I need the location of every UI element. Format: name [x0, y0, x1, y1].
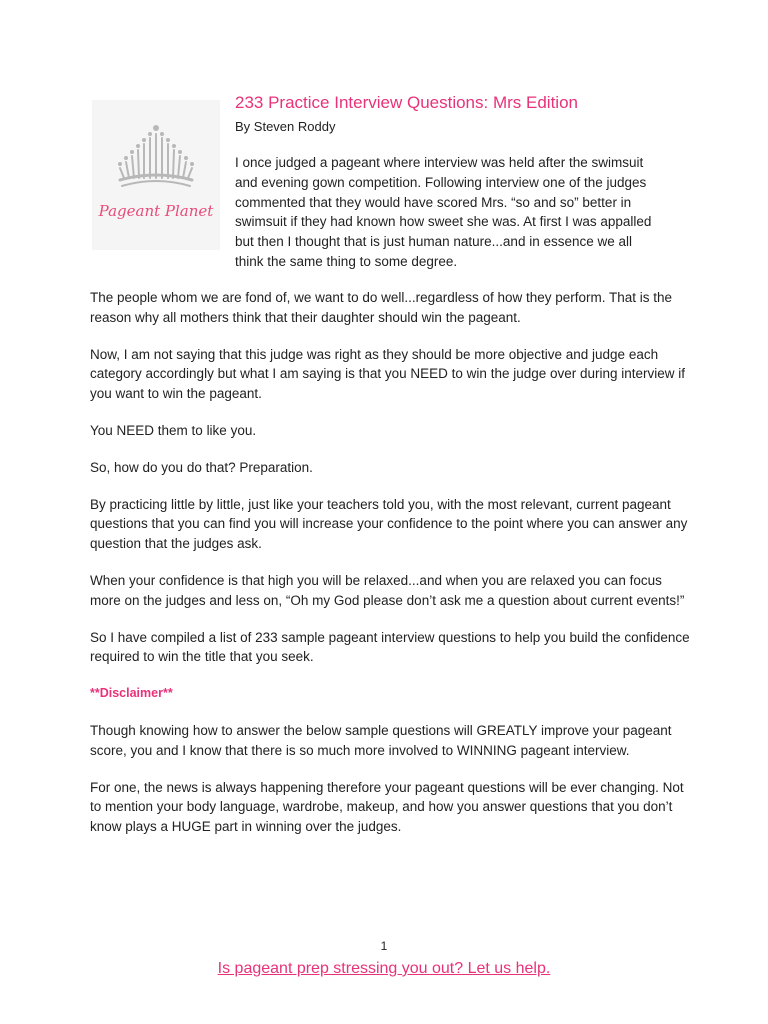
paragraph: By practicing little by little, just like your teachers told you, with the most relevant, current pageant questions that you can find you will increase your confidence to the point where you can answer any question that the judges ask. [90, 496, 688, 552]
logo-text: Pageant Planet [98, 202, 214, 220]
paragraph: Now, I am not saying that this judge was right as they should be more objective and judge each category accordingly but what I am saying is that you NEED to win the judge over during interview if you want to win the pageant. [90, 346, 686, 402]
help-cta-link[interactable]: Is pageant prep stressing you out? Let us help. [217, 960, 551, 977]
intro-paragraph: I once judged a pageant where interview was held after the swimsuit and evening gown competition. Following interview one of the judges commented that they would have scored Mrs. “so and so” better in swimsuit if they had known how sweet she was. At first I was appalled but then I thought that is just human nature...and in essence we all think the same thing to some degree. [235, 155, 652, 269]
author-byline: By Steven Roddy [235, 119, 336, 134]
paragraph: So, how do you do that? Preparation. [90, 459, 313, 475]
disclaimer-heading: **Disclaimer** [90, 686, 173, 701]
paragraph: You NEED them to like you. [90, 422, 257, 438]
pageant-planet-logo [92, 100, 220, 250]
body-text [90, 288, 690, 854]
paragraph: For one, the news is always happening therefore your pageant questions will be ever changing. Not to mention your body language, wardrobe, makeup, and how you answer questions that you don’t know plays a HUGE part in winning over the judges. [90, 779, 684, 835]
document-title: 233 Practice Interview Questions: Mrs Edition [235, 93, 578, 112]
paragraph: So I have compiled a list of 233 sample pageant interview questions to help you build the confidence required to win the title that you seek. [90, 629, 690, 665]
crown-icon [110, 122, 202, 200]
paragraph: When your confidence is that high you will be relaxed...and when you are relaxed you can focus more on the judges and less on, “Oh my God please don’t ask me a question about current events!” [90, 572, 685, 608]
paragraph: Though knowing how to answer the below sample questions will GREATLY improve your pageant score, you and I know that there is so much more involved to WINNING pageant interview. [90, 722, 672, 758]
paragraph: The people whom we are fond of, we want to do well...regardless of how they perform. That is the reason why all mothers think that their daughter should win the pageant. [90, 290, 673, 325]
page-number: 1 [380, 939, 388, 953]
